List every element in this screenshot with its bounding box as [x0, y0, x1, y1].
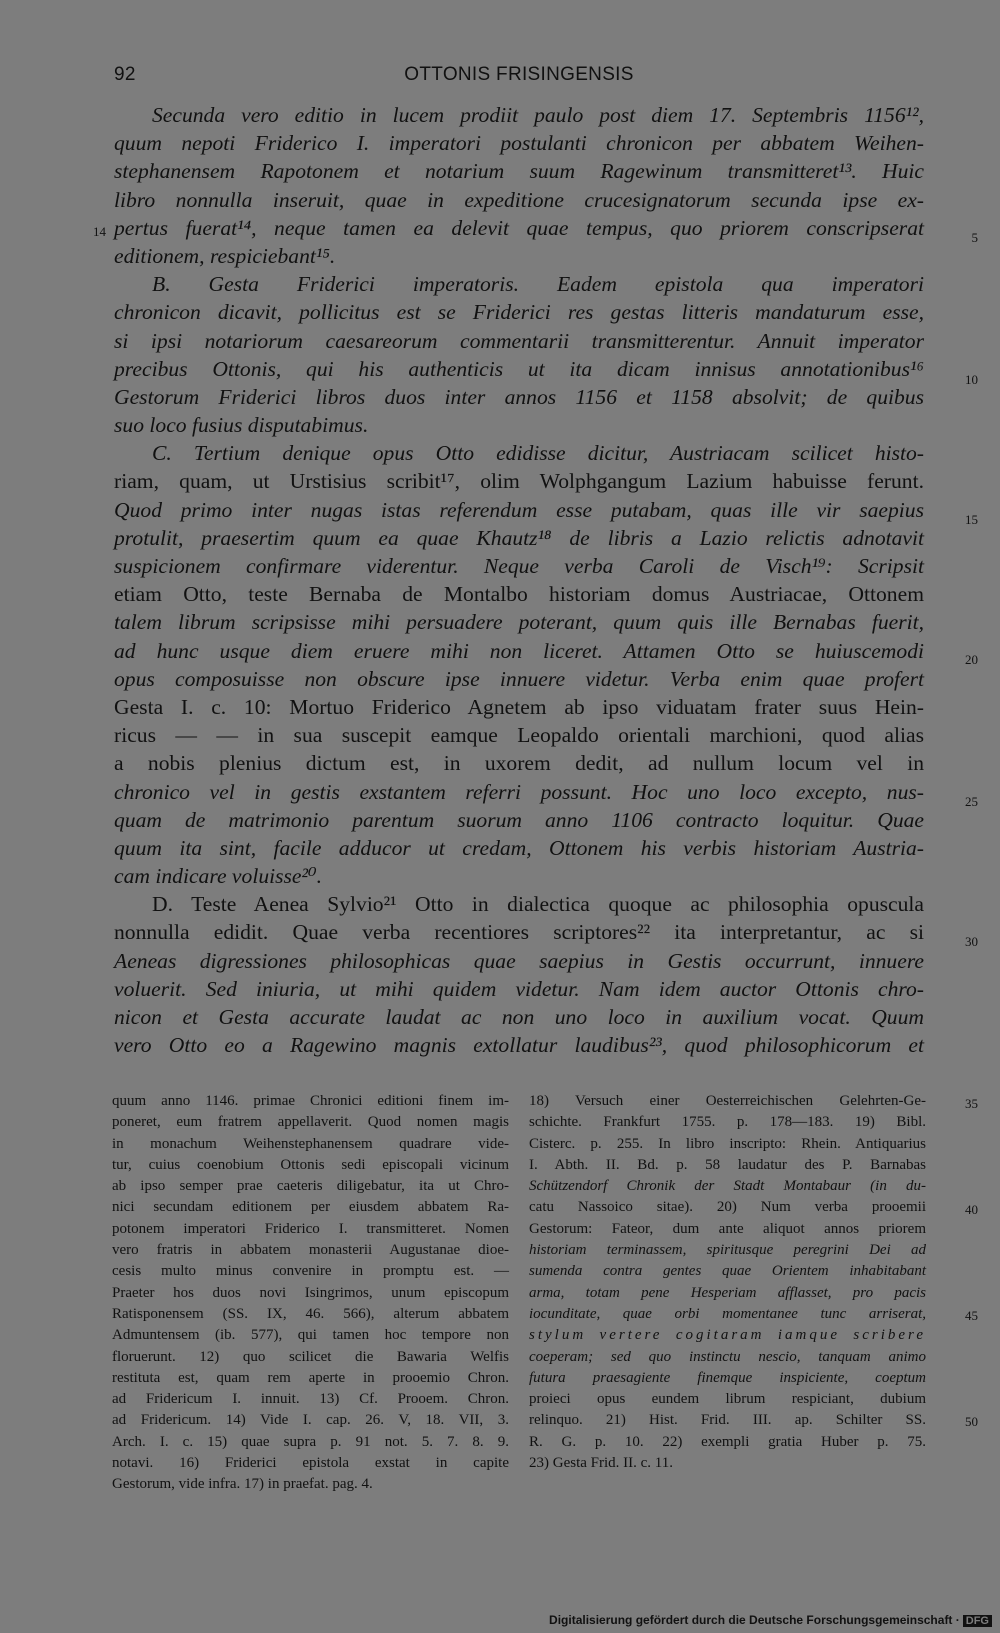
margin-line-number: 15 [965, 512, 978, 527]
text-line: libro nonnulla inseruit, quae in expeditione crucesignatorum secunda ipse ex- [114, 187, 924, 212]
text-line: Aeneas digressiones philosophicas quae saepius in Gestis occurrunt, innuere [114, 948, 924, 973]
footnote-line: notavi. 16) Friderici epistola exstat in capite [112, 1455, 509, 1472]
footnote-line: Admuntensem (ib. 577), qui tamen hoc tempore non [112, 1327, 509, 1344]
text-line: riam, quam, ut Urstisius scribit¹⁷, olim Wolphgangum Lazium habuisse ferunt. [114, 469, 924, 494]
footnote-line: restituta est, quam rem aperte in prooemio Chron. [112, 1369, 509, 1386]
text-line: ricus — — in sua suscepit eamque Leopaldo orientali marchioni, quod alias [114, 723, 924, 748]
text-line: suo loco fusius disputabimus. [114, 413, 369, 438]
margin-line-number: 50 [965, 1414, 978, 1429]
footnote-line: Ratisponensem (SS. IX, 46. 566), alterum abbatem [112, 1305, 509, 1322]
page-number: 92 [114, 64, 136, 85]
text-line: quum nepoti Friderico I. imperatori postulanti chronicon per abbatem Weihen- [114, 131, 924, 156]
margin-line-number: 35 [965, 1096, 978, 1111]
footnote-line: ab ipso semper prae caeteris diligebatur, ita ut Chro- [112, 1178, 509, 1195]
footnote-line: iocunditate, quae orbi momentanee tunc arriserat, [529, 1305, 926, 1322]
dfg-logo: DFG [963, 1615, 992, 1627]
footnote-line: Gestorum: Fateor, dum ante aliquot annos priorem [529, 1220, 926, 1237]
text-line: protulit, praesertim quum ea quae Khautz¹⁸ de libris a Lazio relictis adnotavit [114, 525, 924, 550]
text-line: editionem, respiciebant¹⁵. [114, 243, 336, 268]
margin-line-number: 40 [965, 1202, 978, 1217]
text-line: ad hunc usque diem eruere mihi non liceret. Attamen Otto se huiuscemodi [114, 638, 924, 663]
footnotes-right-column [529, 1091, 926, 1474]
footnote-line: nici secundam editionem per eiusdem abbatem Ra- [112, 1199, 509, 1216]
footnote-line: Cisterc. p. 255. In libro inscripto: Rhein. Antiquarius [529, 1135, 926, 1152]
text-line: Secunda vero editio in lucem prodiit paulo post diem 17. Septembris 1156¹², [152, 103, 924, 127]
text-line: etiam Otto, teste Bernaba de Montalbo historiam domus Austriacae, Ottonem [114, 582, 924, 607]
text-line: vero Otto eo a Ragewino magnis extollatur laudibus²³, quod philosophicorum et [114, 1033, 924, 1058]
footnote-line: floruerunt. 12) quo scilicet die Bawaria Welfis [112, 1348, 509, 1365]
text-line: B. Gesta Friderici imperatoris. Eadem epistola qua imperatori [152, 272, 924, 297]
text-line: chronico vel in gestis exstantem referri possunt. Hoc uno loco excepto, nus- [114, 779, 924, 804]
text-line: Quod primo inter nugas istas referendum esse putabam, quas ille vir saepius [114, 497, 924, 522]
text-line: Gesta I. c. 10: Mortuo Friderico Agnetem ab ipso viduatam frater suus Hein- [114, 694, 924, 719]
margin-line-number: 25 [965, 794, 978, 809]
footnote-line: in monachum Weihenstephanensem quadrare vide- [112, 1135, 509, 1152]
text-line: a nobis plenius dictum est, in uxorem dedit, ad nullum locum vel in [114, 751, 924, 776]
digitization-credit [549, 1613, 992, 1627]
footnote-line: quum anno 1146. primae Chronici editioni finem im- [112, 1093, 509, 1109]
footnote-line: Arch. I. c. 15) quae supra p. 91 not. 5. 7. 8. 9. [112, 1433, 509, 1450]
footnote-line: futura praesagiente finemque inspiciente, coeptum [529, 1369, 926, 1386]
margin-line-number: 20 [965, 652, 978, 667]
footnote-line: poneret, eum fratrem appellaverit. Quod nomen magis [112, 1114, 509, 1131]
footnote-line: I. Abth. II. Bd. p. 58 laudatur des P. Barnabas [529, 1156, 926, 1173]
footnote-line: Praeter hos duos novi Isingrimos, unum episcopum [112, 1284, 509, 1301]
margin-line-number: 5 [971, 230, 978, 245]
text-line: Gestorum Friderici libros duos inter annos 1156 et 1158 absolvit; de quibus [114, 384, 924, 409]
text-line: nonnulla edidit. Quae verba recentiores scriptores²² ita interpretantur, ac si [114, 920, 924, 945]
footnote-line: tur, cuius coenobium Ottonis sedi episcopali vicinum [112, 1156, 509, 1173]
text-line: C. Tertium denique opus Otto edidisse dicitur, Austriacam scilicet histo- [152, 441, 924, 466]
text-line: quum ita sint, facile adducor ut credam, Ottonem his verbis historiam Austria- [114, 835, 924, 860]
footnote-line: arma, totam pene Hesperiam afflasset, pro pacis [529, 1284, 926, 1301]
page-header [114, 64, 924, 94]
running-title: OTTONIS FRISINGENSIS [404, 64, 634, 85]
text-line: opus composuisse non obscure ipse innuere videtur. Verba enim quae profert [114, 666, 924, 691]
text-line: cam indicare voluisse²⁰. [114, 864, 323, 889]
footnote-line: sumenda contra gentes quae Orientem inhabitabant [529, 1263, 926, 1280]
footnote-line: Gestorum, vide infra. 17) in praefat. pag. 4. [112, 1476, 373, 1493]
text-line: chronicon dicavit, pollicitus est se Friderici res gestas litteris mandaturum esse, [114, 300, 924, 325]
footnote-line: catu Nassoico sitae). 20) Num verba prooemii [529, 1199, 926, 1216]
footnote-line: ad Fridericum. 14) Vide I. cap. 26. V, 18. VII, 3. [112, 1412, 509, 1429]
text-line: precibus Ottonis, qui his authenticis ut ita dicam innisus annotationibus¹⁶ [114, 356, 924, 381]
credit-text: Digitalisierung gefördert durch die Deutsche Forschungsgemeinschaft · [549, 1613, 960, 1627]
main-text [114, 101, 924, 1059]
text-line: stephanensem Rapotonem et notarium suum Ragewinum transmitteret¹³. Huic [114, 159, 924, 184]
text-line: talem librum scripsisse mihi persuadere poterant, quum quis ille Bernabas fuerit, [114, 610, 924, 635]
footnote-line: proieci opus eundem librum respiciant, dubium [529, 1391, 926, 1408]
text-line: suspicionem confirmare viderentur. Neque verba Caroli de Visch¹⁹: Scripsit [114, 554, 924, 578]
footnote-line: R. G. p. 10. 22) exempli gratia Huber p. 75. [529, 1433, 926, 1450]
text-line: quam de matrimonio parentum suorum anno 1106 contracto loquitur. Quae [114, 807, 924, 832]
footnote-line: coeperam; sed quo instinctu nescio, tanquam animo [529, 1348, 926, 1365]
text-line: D. Teste Aenea Sylvio²¹ Otto in dialectica quoque ac philosophia opuscula [152, 892, 924, 917]
text-line: pertus fuerat¹⁴, neque tamen ea delevit quae tempus, quo priorem conscripserat [114, 215, 924, 240]
footnote-line: schichte. Frankfurt 1755. p. 178—183. 19) Bibl. [529, 1114, 926, 1131]
footnotes-left-column [112, 1091, 509, 1496]
text-line: nicon et Gesta accurate laudat ac non uno loco in auxilium vocat. Quum [114, 1005, 924, 1029]
footnote-line: stylum vertere cogitaram iamque scribere [529, 1327, 926, 1344]
margin-line-number: 45 [965, 1308, 978, 1323]
margin-line-number: 10 [965, 372, 978, 387]
footnote-line: relinquo. 21) Hist. Frid. III. ap. Schilter SS. [529, 1412, 926, 1429]
text-line: voluerit. Sed iniuria, ut mihi quidem videtur. Nam idem auctor Ottonis chro- [114, 976, 924, 1001]
margin-line-number: 14 [93, 224, 106, 239]
footnote-line: cesis multo minus convenire in promptu est. — [112, 1263, 509, 1280]
footnote-line: potonem imperatori Friderico I. transmitteret. Nomen [112, 1220, 509, 1237]
text-line: si ipsi notariorum caesareorum commentarii transmitterentur. Annuit imperator [114, 328, 924, 353]
footnote-line: vero fratris in abbatem monasterii Augustanae dioe- [112, 1242, 509, 1259]
footnote-line: 18) Versuch einer Oesterreichischen Gelehrten-Ge- [529, 1093, 926, 1109]
footnote-line: 23) Gesta Frid. II. c. 11. [529, 1455, 673, 1472]
footnote-line: ad Fridericum I. innuit. 13) Cf. Prooem. Chron. [112, 1391, 509, 1408]
footnote-line: Schützendorf Chronik der Stadt Montabaur (in du- [529, 1178, 926, 1195]
margin-line-number: 30 [965, 934, 978, 949]
footnote-line: historiam terminassem, spiritusque peregrini Dei ad [529, 1242, 926, 1259]
